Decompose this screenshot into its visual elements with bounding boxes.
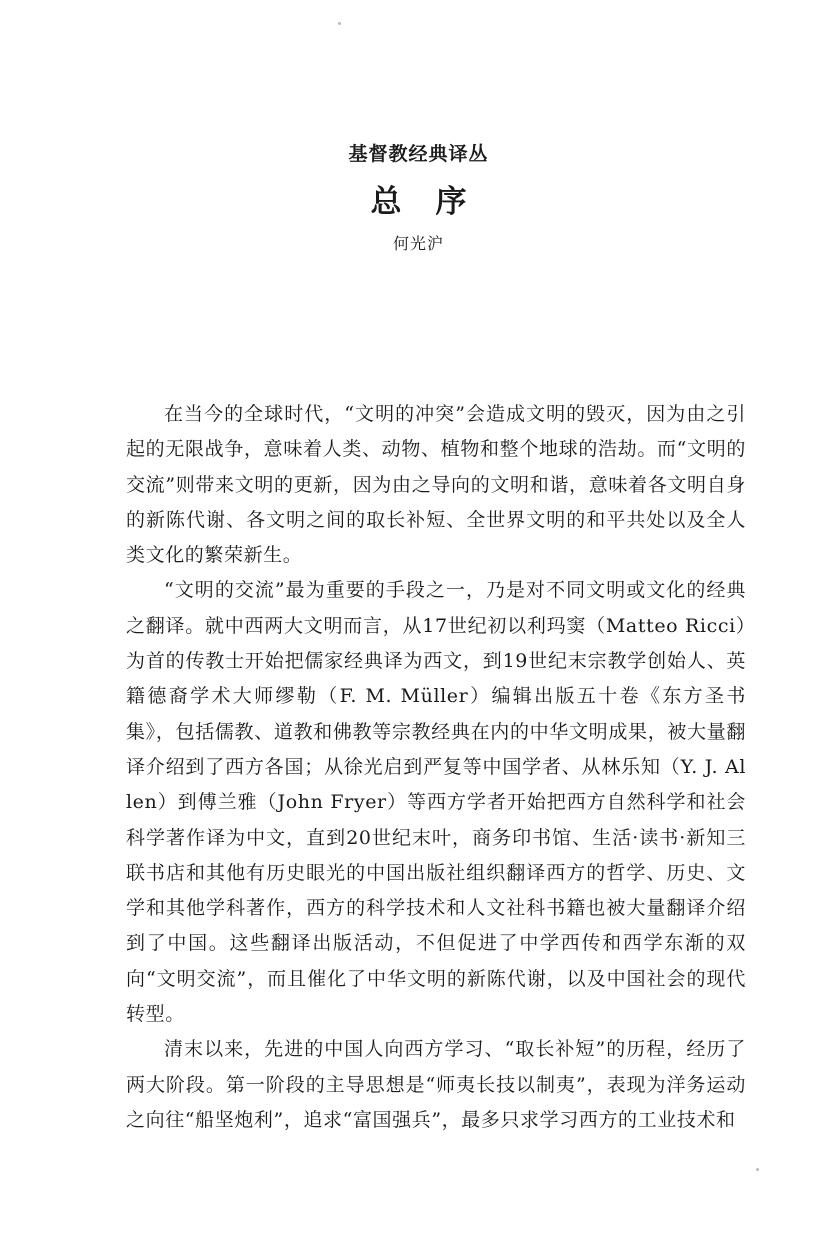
author-name: 何光沪 — [392, 234, 444, 253]
series-title: 基督教经典译丛 — [348, 143, 489, 165]
scan-mark — [338, 22, 341, 25]
body-text — [126, 397, 746, 1138]
page-header — [0, 140, 837, 256]
scan-mark — [756, 1168, 759, 1171]
paragraph: 清末以来，先进的中国人向西方学习、“取长补短”的历程，经历了两大阶段。第一阶段的主导思想是“师夷长技以制夷”，表现为洋务运动之向往“船坚炮利”，追求“富国强兵”，最多只求学习西方的工业技术和 — [126, 1038, 746, 1131]
page-title: 总序 — [370, 184, 501, 220]
paragraph: 在当今的全球时代，“文明的冲突”会造成文明的毁灭，因为由之引起的无限战争，意味着人类、动物、植物和整个地球的浩劫。而“文明的交流”则带来文明的更新，因为由之导向的文明和谐，意味着各文明自身的新陈代谢、各文明之间的取长补短、全世界文明的和平共处以及全人类文化的繁荣新生。 — [126, 403, 746, 567]
paragraph: “文明的交流”最为重要的手段之一，乃是对不同文明或文化的经典之翻译。就中西两大文明而言，从17世纪初以利玛窦（Matteo Ricci）为首的传教士开始把儒家经典译为西文，到19世纪末宗教学创始人、英籍德裔学术大师缪勒（F. M. Müller）编辑出版五十卷《东方圣书集》，包括儒教、道教和佛教等宗教经典在内的中华文明成果，被大量翻译介绍到了西方各国；从徐光启到严复等中国学者、从林乐知（Y. J. Allen）到傅兰雅（John Fryer）等西方学者开始把西方自然科学和社会科学著作译为中文，直到20世纪末叶，商务印书馆、生活·读书·新知三联书店和其他有历史眼光的中国出版社组织翻译西方的哲学、历史、文学和其他学科著作，西方的科学技术和人文社科书籍也被大量翻译介绍到了中国。这些翻译出版活动，不但促进了中学西传和西学东渐的双向“文明交流”，而且催化了中华文明的新陈代谢，以及中国社会的现代转型。 — [126, 579, 746, 1026]
